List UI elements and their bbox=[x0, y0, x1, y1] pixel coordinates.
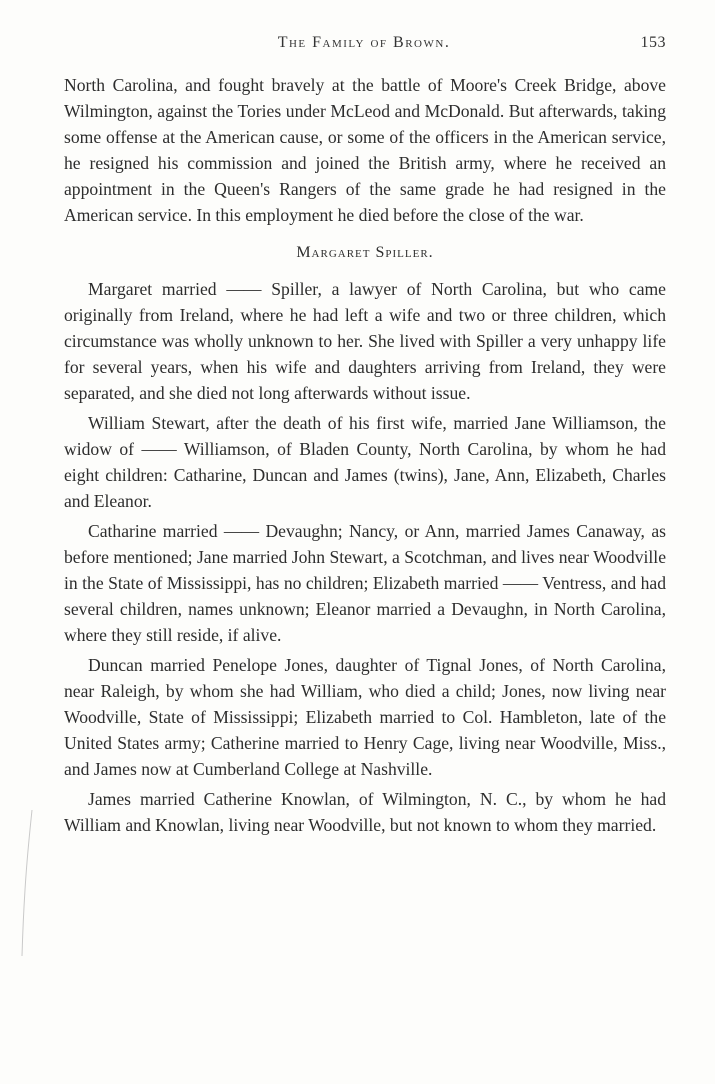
paragraph-james: James married Catherine Knowlan, of Wilmington, N. C., by whom he had William and Knowlan, living near Woodville, but not known to whom they married. bbox=[64, 789, 666, 835]
running-head bbox=[62, 34, 666, 56]
pencil-margin-mark bbox=[18, 808, 36, 958]
paragraph-margaret: Margaret married —— Spiller, a lawyer of North Carolina, but who came originally from Ireland, where he had left a wife and two or three children, which circumstance was wholly unknown to her. She lived with Spiller a very unhappy life for several years, when his wife and daughters arriving from Ireland, they were separated, and she died not long afterwards without issue. bbox=[64, 279, 666, 403]
paragraph-catharine: Catharine married —— Devaughn; Nancy, or Ann, married James Canaway, as before mentioned; Jane married John Stewart, a Scotchman, and lives near Woodville in the State of Mississippi, has no children; Elizabeth married —— Ventress, and had several children, names unknown; Eleanor married a Devaughn, in North Carolina, where they still reside, if alive. bbox=[64, 521, 666, 645]
body-text bbox=[64, 72, 666, 838]
paragraph-duncan: Duncan married Penelope Jones, daughter of Tignal Jones, of North Carolina, near Raleigh, by whom she had William, who died a child; Jones, now living near Woodville, State of Mississippi; Elizabeth married to Col. Hambleton, late of the United States army; Catherine married to Henry Cage, living near Woodville, Miss., and James now at Cumberland College at Nashville. bbox=[64, 655, 666, 779]
section-heading: Margaret Spiller. bbox=[296, 244, 434, 261]
running-head-title: The Family of Brown. bbox=[277, 34, 451, 51]
paragraph-continued: North Carolina, and fought bravely at the battle of Moore's Creek Bridge, above Wilmington, against the Tories under McLeod and McDonald. But afterwards, taking some offense at the American cause, or some of the officers in the American service, he resigned his commission and joined the British army, where he received an appointment in the Queen's Rangers of the same grade he had resigned in the American service. In this employment he died before the close of the war. bbox=[64, 75, 666, 225]
paragraph-william: William Stewart, after the death of his first wife, married Jane Williamson, the widow of —— Williamson, of Bladen County, North Carolina, by whom he had eight children: Catharine, Duncan and James (twins), Jane, Ann, Elizabeth, Charles and Eleanor. bbox=[64, 413, 666, 511]
page-number: 153 bbox=[640, 34, 666, 51]
